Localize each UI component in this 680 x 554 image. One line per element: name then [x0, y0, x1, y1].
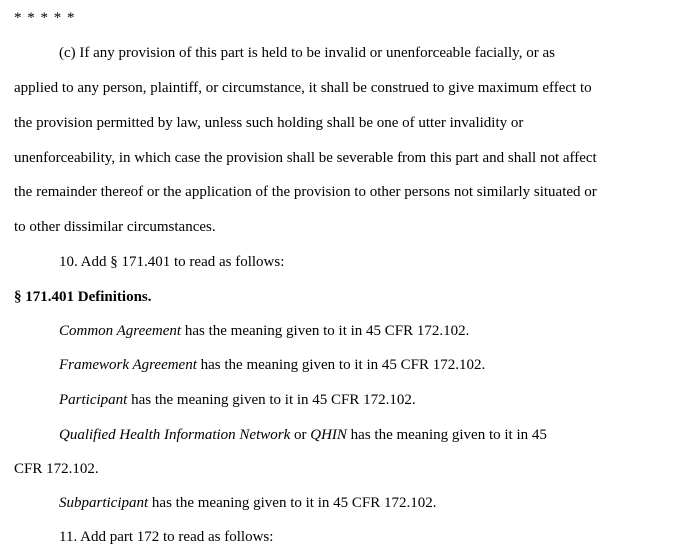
severability-line-4: unenforceability, in which case the provision shall be severable from this part and shall not affect [14, 150, 597, 166]
defined-term: Common Agreement [59, 323, 182, 339]
definition-framework-agreement [59, 356, 485, 374]
definition-text: has the meaning given to it in 45 [346, 427, 547, 443]
definition-subparticipant [59, 494, 437, 512]
severability-line-3: the provision permitted by law, unless such holding shall be one of utter invalidity or [14, 115, 524, 131]
definition-connector: or [290, 427, 311, 443]
amendatory-instruction-10: 10. Add § 171.401 to read as follows: [59, 254, 285, 270]
severability-line-5: the remainder thereof or the application of the provision to other persons not similarly situated or [14, 184, 597, 200]
definition-qhin-continuation: CFR 172.102. [14, 461, 99, 477]
defined-term: Framework Agreement [59, 357, 197, 373]
omitted-text-marker: * * * * * [14, 10, 76, 26]
severability-line-2: applied to any person, plaintiff, or circumstance, it shall be construed to give maximum effect to [14, 80, 592, 96]
defined-term-abbreviation: QHIN [310, 427, 347, 443]
definition-text: has the meaning given to it in 45 CFR 172.102. [196, 357, 486, 373]
definition-text: has the meaning given to it in 45 CFR 172.102. [181, 323, 470, 339]
definition-qhin [59, 426, 547, 444]
severability-line-6: to other dissimilar circumstances. [14, 219, 216, 235]
defined-term: Qualified Health Information Network [59, 427, 291, 443]
definition-text: has the meaning given to it in 45 CFR 172.102. [127, 392, 416, 408]
amendatory-instruction-11: 11. Add part 172 to read as follows: [59, 529, 274, 545]
severability-line-1: (c) If any provision of this part is held to be invalid or unenforceable facially, or as [59, 45, 555, 61]
definition-common-agreement [59, 322, 469, 340]
definition-participant [59, 391, 416, 409]
section-heading: § 171.401 Definitions. [14, 289, 152, 305]
defined-term: Participant [59, 392, 128, 408]
defined-term: Subparticipant [59, 495, 149, 511]
definition-text: has the meaning given to it in 45 CFR 172.102. [148, 495, 437, 511]
